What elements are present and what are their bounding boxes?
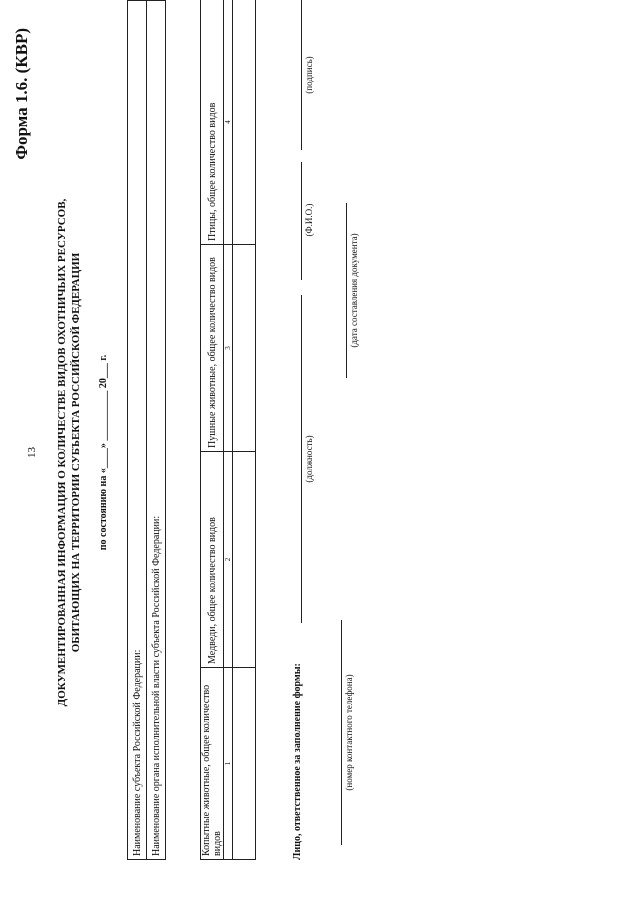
phone-line [341,620,342,845]
subject-table [127,0,166,860]
value-cell-fur-animals [233,245,256,452]
name-caption: (Ф.И.О.) [304,203,314,237]
phone-caption: (номер контактного телефона) [344,674,354,791]
document-title-line-2: ОБИТАЮЩИХ НА ТЕРРИТОРИИ СУБЪЕКТА РОССИЙСКОЙ ФЕДЕРАЦИИ [70,252,82,653]
table-header-row [201,0,224,860]
position-caption: (должность) [304,435,314,483]
subject-name-label: Наименование субъекта Российской Федерации: [128,1,147,860]
subject-name-row [128,1,147,860]
as-of-date: по состоянию на «____» __________ 20___ г. [98,354,109,551]
value-cell-bears [233,452,256,668]
date-caption: (дата составления документа) [349,233,359,348]
responsible-person-label: Лицо, ответственное за заполнение формы: [292,663,303,860]
species-count-table [200,0,256,860]
column-number: 1 [224,668,233,860]
column-number: 3 [224,245,233,452]
document-title-line-1: ДОКУМЕНТИРОВАННАЯ ИНФОРМАЦИЯ О КОЛИЧЕСТВЕ ВИДОВ ОХОТНИЧЬИХ РЕСУРСОВ, [56,198,68,707]
position-line [301,295,302,623]
column-number: 4 [224,0,233,245]
column-number-row [224,0,233,860]
column-number: 2 [224,452,233,668]
header-bears: Медведи, общее количество видов [201,452,224,668]
date-line [346,203,347,378]
name-line [301,162,302,280]
value-cell-ungulates [233,668,256,860]
header-fur-animals: Пушные животные, общее количество видов [201,245,224,452]
authority-name-row [147,1,166,860]
header-ungulates: Копытные животные, общее количество видов [201,668,224,860]
header-birds: Птицы, общее количество видов [201,0,224,245]
signature-caption: (подпись) [304,56,314,94]
value-cell-birds [233,0,256,245]
value-row [233,0,256,860]
authority-name-label: Наименование органа исполнительной власти субъекта Российской Федерации: [147,1,166,860]
form-code: Форма 1.6. (КВР) [12,28,31,160]
page-number: 13 [26,447,38,458]
signature-line [301,0,302,150]
